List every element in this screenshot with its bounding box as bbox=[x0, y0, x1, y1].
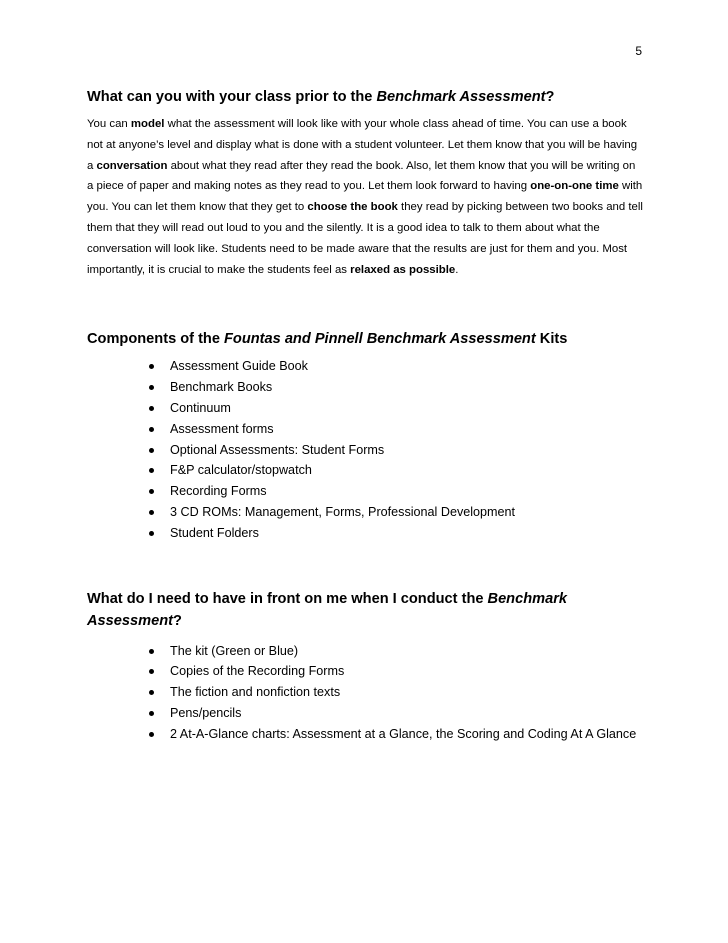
list-item bbox=[170, 398, 643, 419]
bold-term-relaxed: relaxed as possible bbox=[350, 263, 456, 276]
list-item-text: 2 At-A-Glance charts: Assessment at a Glance, the Scoring and Coding At A Glance bbox=[170, 726, 637, 741]
list-item bbox=[170, 440, 643, 461]
list-item-text: Pens/pencils bbox=[170, 705, 242, 720]
components-list bbox=[87, 356, 643, 543]
list-item bbox=[170, 377, 643, 398]
heading-emphasis: Benchmark Assessment bbox=[376, 89, 546, 105]
bullet-icon bbox=[149, 468, 154, 473]
bullet-icon bbox=[149, 669, 154, 674]
list-item bbox=[170, 523, 643, 544]
paragraph-text: with you. You can let them know that they get to bbox=[87, 180, 643, 214]
bold-term-model: model bbox=[130, 118, 165, 130]
bold-term-conversation: conversation bbox=[96, 159, 168, 172]
list-item-text: Assessment Guide Book bbox=[170, 359, 308, 374]
section-heading-components bbox=[87, 328, 643, 350]
heading-emphasis: Benchmark Assessment bbox=[87, 590, 568, 630]
list-item-text: Benchmark Books bbox=[170, 380, 273, 395]
bullet-icon bbox=[149, 732, 154, 737]
needs-list bbox=[87, 641, 643, 745]
list-item-text: Copies of the Recording Forms bbox=[170, 664, 345, 679]
bullet-icon bbox=[149, 489, 154, 494]
list-item-text: Recording Forms bbox=[170, 484, 267, 499]
bold-term-choose-book: choose the book bbox=[307, 201, 398, 214]
bullet-icon bbox=[149, 711, 154, 716]
heading-text: ? bbox=[173, 613, 182, 630]
list-item bbox=[170, 641, 643, 662]
heading-text: What can you with your class prior to the bbox=[87, 89, 377, 105]
paragraph-text: You can bbox=[87, 118, 131, 130]
list-item bbox=[170, 502, 643, 523]
paragraph-text: they read by picking between two books and tell them that they will read out loud to you and the silently. It is a good idea to talk to them about what the conversation will look like. Students need to be made aware that the results are just for them and you. Most importantly, it is crucial to make the students feel as bbox=[87, 201, 643, 276]
section-heading-needs bbox=[87, 588, 643, 633]
paragraph-text: what the assessment will look like with your whole class ahead of time. You can use a book not at anyone’s level and display what is done with a student volunteer. Let them know that you will be having a bbox=[87, 118, 638, 172]
list-item bbox=[170, 703, 643, 724]
list-item bbox=[170, 682, 643, 703]
heading-text: What do I need to have in front on me when I conduct the bbox=[87, 590, 488, 607]
list-item-text: Continuum bbox=[170, 400, 231, 415]
list-item bbox=[170, 724, 643, 745]
bullet-icon bbox=[149, 531, 154, 536]
page-number: 5 bbox=[635, 44, 642, 58]
bullet-icon bbox=[149, 510, 154, 515]
list-item-text: The fiction and nonfiction texts bbox=[170, 685, 341, 700]
paragraph-text: about what they read after they read the book. Also, let them know that you will be writing on a piece of paper and making notes as they read to you. Let them look forward to having bbox=[87, 159, 636, 193]
list-item-text: Assessment forms bbox=[170, 421, 274, 436]
bullet-icon bbox=[149, 364, 154, 369]
list-item bbox=[170, 481, 643, 502]
list-item-text: F&P calculator/stopwatch bbox=[170, 463, 312, 478]
paragraph-text: . bbox=[455, 263, 459, 276]
bullet-icon bbox=[149, 690, 154, 695]
list-item-text: 3 CD ROMs: Management, Forms, Professional Development bbox=[170, 504, 516, 519]
list-item-text: Student Folders bbox=[170, 525, 259, 540]
heading-text: Kits bbox=[535, 331, 568, 348]
bold-term-one-on-one: one-on-one time bbox=[530, 180, 619, 193]
bullet-icon bbox=[149, 649, 154, 654]
heading-text: ? bbox=[545, 89, 555, 105]
list-item bbox=[170, 419, 643, 440]
list-item bbox=[170, 356, 643, 377]
heading-text: Components of the bbox=[87, 331, 225, 348]
section-heading-prior bbox=[87, 86, 643, 108]
list-item-text: Optional Assessments: Student Forms bbox=[170, 442, 385, 457]
intro-paragraph bbox=[87, 114, 643, 280]
heading-emphasis: Fountas and Pinnell Benchmark Assessment bbox=[224, 331, 536, 348]
list-item bbox=[170, 460, 643, 481]
bullet-icon bbox=[149, 427, 154, 432]
bullet-icon bbox=[149, 385, 154, 390]
document-body bbox=[87, 86, 643, 745]
list-item bbox=[170, 661, 643, 682]
bullet-icon bbox=[149, 448, 154, 453]
list-item-text: The kit (Green or Blue) bbox=[170, 643, 299, 658]
bullet-icon bbox=[149, 406, 154, 411]
